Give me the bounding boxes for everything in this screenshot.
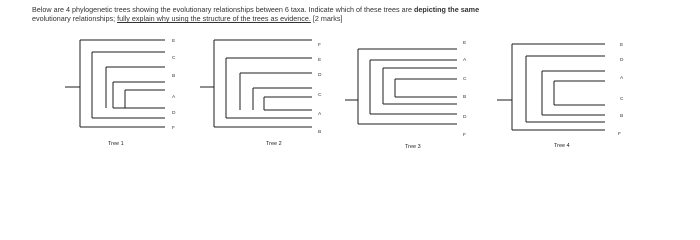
tree-2-tip-4: C — [318, 93, 322, 98]
tree-3-branches — [345, 49, 457, 124]
tree-2-tip-2: E — [318, 58, 322, 63]
tree-2 — [200, 40, 322, 147]
tree-2-label: Tree 2 — [266, 141, 282, 147]
tree-1-tip-4: A — [172, 95, 176, 100]
tree-1-tip-3: B — [172, 74, 176, 79]
tree-1-tip-6: F — [172, 126, 175, 131]
tree-3-tip-6: F — [463, 133, 466, 138]
tree-3-tip-2: A — [463, 58, 467, 63]
tree-4-tip-4: C — [620, 97, 624, 102]
tree-4-branches — [497, 44, 605, 130]
tree-1-tip-2: C — [172, 56, 176, 61]
tree-3-tip-3: C — [463, 77, 467, 82]
tree-1-label: Tree 1 — [108, 141, 124, 147]
question-part-1: Below are 4 phylogenetic trees showing the evolutionary relationships between 6 taxa. Indicate which of these trees are — [32, 5, 414, 14]
tree-1-tip-5: D — [172, 111, 176, 116]
tree-1 — [65, 38, 176, 147]
tree-2-tip-3: D — [318, 73, 322, 78]
tree-1-tip-1: E — [172, 39, 176, 44]
tree-4 — [497, 42, 624, 149]
tree-4-label: Tree 4 — [554, 143, 570, 149]
tree-2-tip-1: F — [318, 43, 321, 48]
question-part-2: evolutionary relationships; — [32, 14, 118, 23]
tree-2-branches — [200, 40, 312, 127]
tree-4-tip-3: A — [620, 76, 624, 81]
tree-3 — [345, 40, 467, 150]
question-bold: depicting the same — [413, 5, 480, 14]
tree-2-tip-5: A — [318, 112, 322, 117]
tree-1-branches — [65, 40, 165, 127]
tree-3-label: Tree 3 — [405, 144, 421, 150]
tree-3-tip-1: E — [463, 41, 467, 46]
tree-4-tip-2: D — [620, 58, 624, 63]
tree-2-tip-6: B — [318, 130, 322, 135]
tree-4-tip-5: B — [620, 114, 624, 119]
tree-3-tip-5: D — [463, 115, 467, 120]
question-underlined: fully explain why using the structure of the trees as evidence. — [117, 14, 311, 23]
tree-4-tip-6: F — [618, 132, 621, 137]
tree-3-tip-4: B — [463, 95, 467, 100]
tree-4-tip-1: E — [620, 43, 624, 48]
question-marks: [2 marks] — [310, 14, 343, 23]
